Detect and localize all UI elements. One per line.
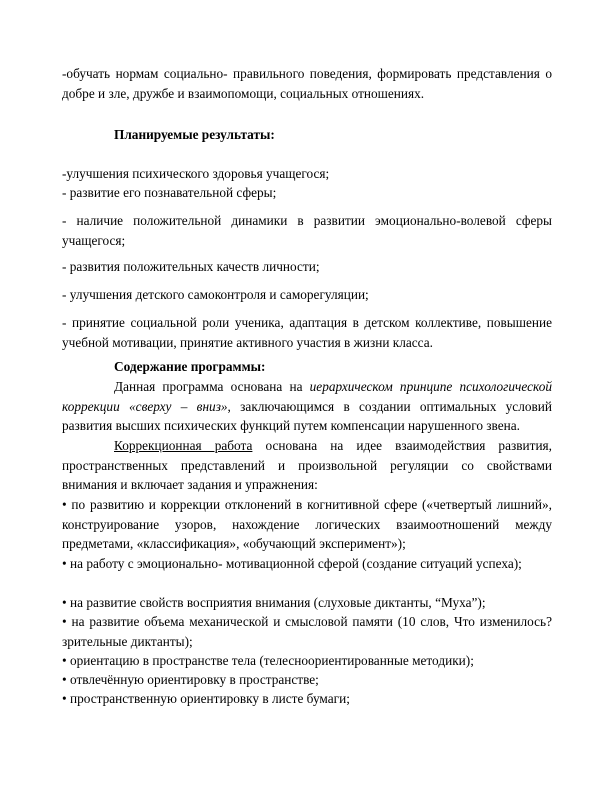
- correction-label: Коррекционная работа: [114, 438, 253, 453]
- bullet-item-3: • на развитие свойств восприятия внимания (слуховые диктанты, “Муха”);: [62, 595, 486, 610]
- bullet-item-5: • ориентацию в пространстве тела (телесноориентированные методики);: [62, 653, 474, 668]
- result-item-5: - улучшения детского самоконтроля и саморегуляции;: [62, 287, 369, 302]
- bullet-item-2: • на работу с эмоционально- мотивационной сферой (создание ситуаций успеха);: [62, 556, 522, 571]
- program-paragraph: [62, 377, 552, 436]
- program-rest: , заключающимся в создании оптимальных условий развития высших психических функций путем компенсации нарушенного звена.: [62, 398, 552, 434]
- result-item-4: - развития положительных качеств личности;: [62, 259, 320, 274]
- program-principle: иерархическом принципе психологической коррекции «сверху – вниз»: [62, 379, 552, 414]
- intro-paragraph: -обучать нормам социально- правильного поведения, формировать представления о добре и зле, дружбе и взаимопомощи, социальных отношениях.: [62, 66, 552, 101]
- correction-paragraph: [62, 436, 552, 495]
- bullet-item-7: • пространственную ориентировку в листе бумаги;: [62, 691, 350, 706]
- result-item-6: - принятие социальной роли ученика, адаптация в детском коллективе, повышение учебной мотивации, принятие активного участия в жизни класса.: [62, 315, 552, 350]
- bullet-item-6: • отвлечённую ориентировку в пространстве;: [62, 672, 319, 687]
- results-heading: Планируемые результаты:: [114, 127, 275, 142]
- result-item-1: -улучшения психического здоровья учащегося;: [62, 166, 330, 181]
- bullet-item-4: • на развитие объема механической и смысловой памяти (10 слов, Что изменилось? зрительные диктанты);: [62, 614, 552, 649]
- result-item-2: - развитие его познавательной сферы;: [62, 185, 277, 200]
- program-lead: Данная программа основана на: [114, 379, 310, 394]
- bullet-item-1: • по развитию и коррекции отклонений в когнитивной сфере («четвертый лишний», конструирование узоров, нахождение логических взаимоотношений между предметами, «классификация», «обучающий эксперимент»);: [62, 497, 552, 552]
- correction-rest: основана на идее взаимодействия развития, пространственных представлений и произвольной регуляции со свойствами внимания и включает задания и упражнения:: [62, 438, 552, 493]
- result-item-3: - наличие положительной динамики в развитии эмоционально-волевой сферы учащегося;: [62, 213, 552, 248]
- content-heading: Содержание программы:: [114, 359, 266, 374]
